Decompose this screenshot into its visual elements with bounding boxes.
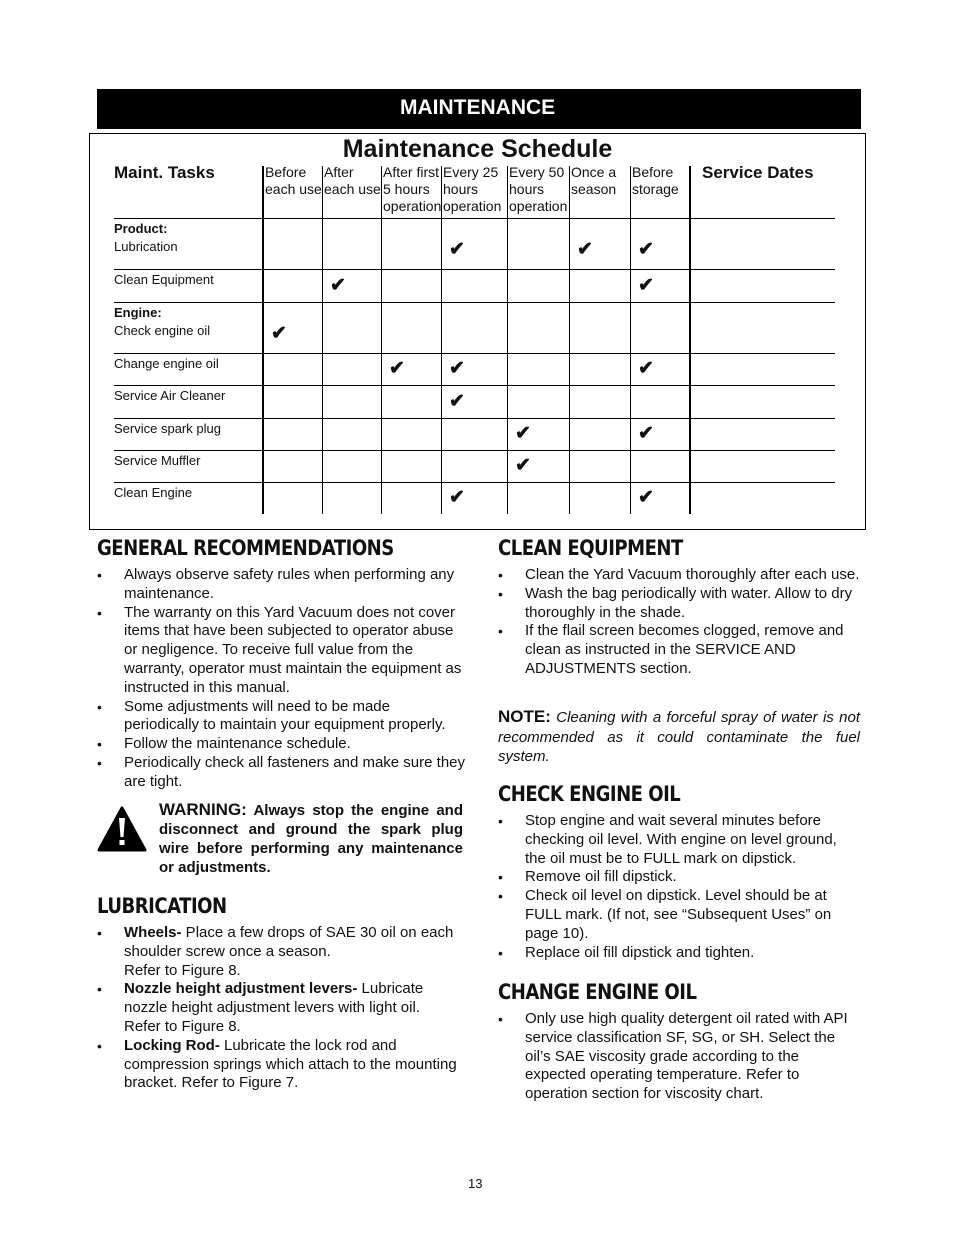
column-header-line: Once a [571,164,617,180]
schedule-row-label [114,304,210,340]
list-item [97,980,465,1036]
maintenance-schedule-table [89,133,866,530]
schedule-row-label [114,355,219,373]
column-header-line: Every 25 [443,164,499,180]
list-item: • Replace oil fill dipstick and tighten. [498,944,860,963]
check-mark-icon: ✔ [389,358,405,379]
column-header-line: operation [443,198,502,214]
figure-reference: Refer to Figure 8. [124,1017,241,1035]
lubrication-item-title: Nozzle height adjustment levers- [124,980,358,998]
list-item: • Wash the bag periodically with water. Allow to dry thoroughly in the shade. [498,585,860,623]
check-mark-icon: ✔ [515,455,531,476]
table-row-divider [114,450,835,451]
table-row-divider [114,218,835,219]
list-item: • Check oil level on dipstick. Level should be at FULL mark. (If not, see “Subsequent Uses” on page 10). [498,887,860,943]
check-mark-icon: ✔ [449,487,465,508]
row-task-label: Service spark plug [114,421,221,436]
check-mark-icon: ✔ [515,423,531,444]
column-header-line: each use [324,181,381,197]
section-banner: MAINTENANCE [97,89,861,129]
figure-reference: Refer to Figure 8. [124,961,241,979]
schedule-title: Maintenance Schedule [342,135,613,163]
check-mark-icon: ✔ [449,239,465,260]
clean-equipment-section [498,536,860,679]
column-header-line: operation [383,198,442,214]
schedule-column-header [443,164,501,215]
schedule-column-header [571,164,616,198]
change-engine-oil-title: CHANGE ENGINE OIL [498,980,697,1004]
service-dates-header: Service Dates [702,163,814,182]
general-recommendations-title: GENERAL RECOMMENDATIONS [97,536,394,560]
schedule-row-label [114,271,214,289]
check-mark-icon: ✔ [330,275,346,296]
table-row-divider [114,302,835,303]
row-task-label: Change engine oil [114,356,219,371]
schedule-row-label [114,387,225,405]
row-group-label: Engine: [114,305,162,320]
row-task-label: Service Muffler [114,453,201,468]
column-header-line: After [324,164,354,180]
schedule-row-label [114,420,221,438]
list-item [97,924,465,980]
list-item: • If the flail screen becomes clogged, remove and clean as instructed in the SERVICE AND ADJUSTMENTS section. [498,622,860,678]
schedule-column-header [509,164,567,215]
list-item: • Stop engine and wait several minutes before checking oil level. With engine on level ground, the oil must be to FULL mark on dipstick. [498,812,860,868]
page-number: 13 [468,1176,483,1191]
row-task-label: Check engine oil [114,323,211,338]
warning-text [159,800,463,877]
list-item: • Remove oil fill dipstick. [498,868,860,887]
list-item: • Always observe safety rules when performing any maintenance. [97,566,465,604]
table-row-divider [114,353,835,354]
list-item: • Periodically check all fasteners and make sure they are tight. [97,754,465,792]
lubrication-item-text: Lubricate the lock rod and compression springs which attach to the mounting bracket. Refer to Figure 7. [124,1036,457,1092]
table-row-divider [114,269,835,270]
schedule-row-label [114,220,178,256]
schedule-column-header [324,164,381,198]
column-header-line: Before [632,164,674,180]
check-engine-oil-list [498,812,860,962]
list-item: • Only use high quality detergent oil rated with API service classification SF, SG, or SH. Select the oil’s SAE viscosity grade according to the expected operating temperature. Refer to operation section for viscosity chart. [498,1010,860,1104]
note-block [498,707,860,767]
schedule-row-label [114,484,192,502]
check-mark-icon: ✔ [449,391,465,412]
lubrication-title: LUBRICATION [97,894,227,918]
schedule-column-header [265,164,322,198]
change-engine-oil-list [498,1010,860,1104]
column-header-line: each use [265,181,322,197]
table-row-divider [114,482,835,483]
schedule-column-header [632,164,679,198]
column-header-line: Every 50 [509,164,565,180]
note-text: Cleaning with a forceful spray of water is not recommended as it could contaminate the fuel system. [498,709,861,765]
clean-equipment-title: CLEAN EQUIPMENT [498,536,683,560]
column-header-line: storage [632,181,679,197]
warning-body: Always stop the engine and disconnect and ground the spark plug wire before performing any maintenance or adjustments. [159,802,463,876]
check-mark-icon: ✔ [271,323,287,344]
change-engine-oil-section [498,980,860,1104]
list-item [97,1037,465,1093]
check-mark-icon: ✔ [638,423,654,444]
row-task-label: Service Air Cleaner [114,388,226,403]
row-task-label: Clean Equipment [114,272,214,287]
check-mark-icon: ✔ [449,358,465,379]
column-header-line: Before [265,164,307,180]
list-item: • Some adjustments will need to be made periodically to maintain your equipment properly. [97,698,465,736]
column-header-line: 5 hours [383,181,430,197]
column-header-line: operation [509,198,568,214]
lubrication-list [97,924,465,1093]
column-header-line: hours [443,181,479,197]
general-recommendations-list [97,566,465,792]
lubrication-item-title: Locking Rod- [124,1036,220,1054]
check-mark-icon: ✔ [638,487,654,508]
warning-label: WARNING: [159,800,247,819]
list-item: • Clean the Yard Vacuum thoroughly after each use. [498,566,860,585]
check-engine-oil-title: CHECK ENGINE OIL [498,782,681,806]
clean-equipment-list [498,566,860,679]
lubrication-item-title: Wheels- [124,924,182,941]
note-label: NOTE: [498,707,551,726]
lubrication-section [97,894,465,1093]
column-header-line: hours [509,181,545,197]
check-mark-icon: ✔ [638,275,654,296]
column-header-line: season [571,181,617,197]
check-engine-oil-section [498,782,860,962]
lubrication-item-text: Lubricate nozzle height adjustment levers with light oil. [124,980,424,1017]
table-row-divider [114,385,835,386]
list-item: • Follow the maintenance schedule. [97,735,465,754]
row-task-label: Clean Engine [114,485,193,500]
lubrication-item-text: Place a few drops of SAE 30 oil on each shoulder screw once a season. [124,924,454,960]
check-mark-icon: ✔ [638,239,654,260]
list-item: • The warranty on this Yard Vacuum does not cover items that have been subjected to operator abuse or negligence. To receive full value from the warranty, operator must maintain the equipment as instructed in this manual. [97,604,465,698]
tasks-column-header: Maint. Tasks [114,163,215,182]
row-group-label: Product: [114,221,168,236]
schedule-column-header [383,164,441,215]
general-recommendations-section [97,536,465,792]
table-row-divider [114,418,835,419]
check-mark-icon: ✔ [638,358,654,379]
row-task-label: Lubrication [114,239,178,254]
schedule-row-label [114,452,200,470]
column-header-line: After first [383,164,440,180]
warning-triangle-icon [97,806,147,852]
check-mark-icon: ✔ [577,239,593,260]
